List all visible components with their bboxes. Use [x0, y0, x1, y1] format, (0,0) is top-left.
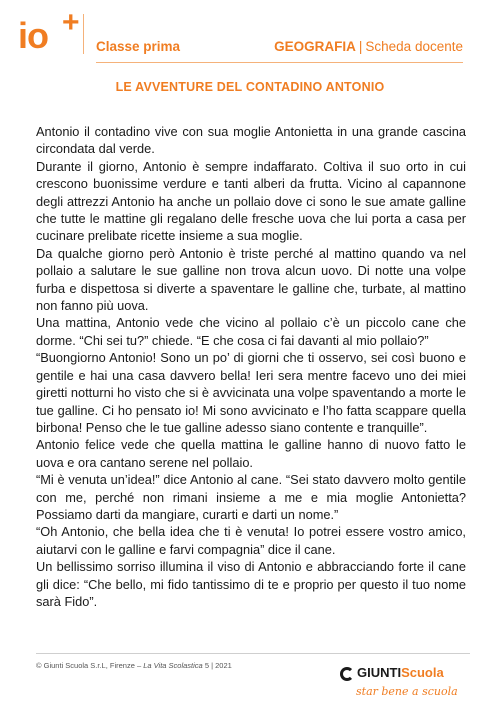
paragraph: Una mattina, Antonio vede che vicino al pollaio c’è un piccolo cane che dorme. “Chi sei tu?” chiede. “E che cosa ci fai davanti al mio pollaio?” — [36, 315, 466, 348]
story-body — [36, 123, 466, 610]
credit-prefix: © Giunti Scuola S.r.L, Firenze – — [36, 661, 144, 670]
paragraph: Antonio il contadino vive con sua moglie Antonietta in una grande cascina circondata dal verde. — [36, 124, 466, 157]
subject-name: GEOGRAFIA — [274, 39, 356, 54]
brand-name-accent: Scuola — [401, 665, 444, 680]
brand-tagline: star bene a scuola — [356, 685, 458, 698]
paragraph: Un bellissimo sorriso illumina il viso di Antonio e abbracciando forte il cane gli dice: “Che bello, mi fido tantissimo di te e proprio per questo il tuo nome sarà Fido”. — [36, 559, 466, 609]
magazine-name: La Vita Scolastica — [143, 661, 203, 670]
class-label: Classe prima — [96, 39, 181, 54]
header-divider — [83, 14, 84, 54]
footer-credit — [36, 661, 232, 670]
header-rule — [96, 62, 463, 63]
logo-plus-icon: + — [62, 6, 80, 39]
paragraph: Da qualche giorno però Antonio è triste perché al mattino quando va nel pollaio a salutare le sue galline non trova alcun uovo. Di notte una volpe furba e dispettosa si diverte a spaventare le galline che, turbate, al mattino non fanno più uova. — [36, 245, 466, 314]
footer-rule — [36, 653, 470, 654]
credit-suffix: 5 | 2021 — [202, 661, 232, 670]
paragraph: Antonio felice vede che quella mattina le galline hanno di nuovo fatto le uova e ora cantano serene nel pollaio. — [36, 437, 466, 470]
io-plus-logo — [18, 6, 80, 58]
page-header — [0, 0, 500, 64]
sheet-type: Scheda docente — [365, 39, 463, 54]
giunti-g-icon — [340, 667, 354, 681]
paragraph: “Mi è venuta un’idea!” dice Antonio al cane. “Sei stato davvero molto gentile con me, perché non rimani insieme a me e mia moglie Antonietta? Possiamo darti da mangiare, curarti e darti un nome.” — [36, 472, 466, 522]
subject-heading — [274, 39, 463, 54]
story-title: LE AVVENTURE DEL CONTADINO ANTONIO — [115, 80, 385, 94]
brand-name — [357, 665, 444, 680]
giunti-scuola-logo — [340, 667, 470, 707]
paragraph: “Oh Antonio, che bella idea che ti è venuta! Io potrei essere vostro amico, aiutarvi con le galline e farvi compagnia” dice il cane. — [36, 524, 466, 557]
brand-name-main: GIUNTI — [357, 665, 402, 680]
logo-text: io — [18, 15, 48, 56]
paragraph: “Buongiorno Antonio! Sono un po’ di giorni che ti osservo, sei così buono e gentile e hai una casa davvero bella! Ieri sera mentre facevo uno dei miei giretti notturni ho visto che si è avvicinata una volpe spaventando a morte le tue galline. Ci ho pensato io! Mi sono avvicinato e l’ho fatta scappare quella birbona! Penso che le tue galline adesso siano contente e tranquille”. — [36, 350, 466, 435]
subject-separator: | — [358, 39, 363, 54]
paragraph: Durante il giorno, Antonio è sempre indaffarato. Coltiva il suo orto in cui crescono buonissime verdure e tanti alberi da frutta. Vicino al capannone degli attrezzi Antonio ha anche un pollaio dove ci sono le sue amate galline che tutte le mattine gli regalano delle fresche uova che lui porta a casa per cucinare prelibate ricette insieme a sua moglie. — [36, 158, 466, 244]
